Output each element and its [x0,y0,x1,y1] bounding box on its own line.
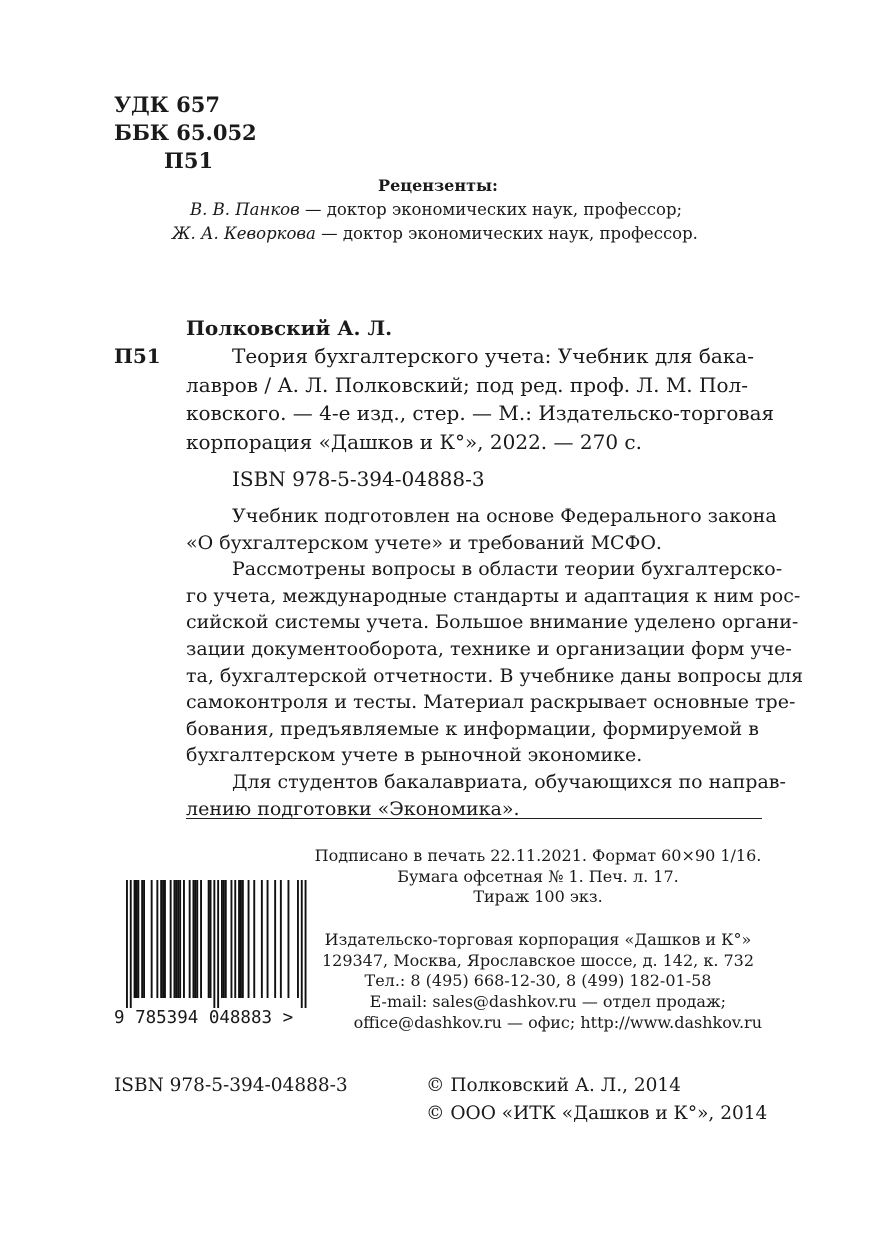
annotation-line: сийской системы учета. Большое внимание уделено органи- [186,611,799,634]
barcode-bar [223,880,225,998]
publisher-line: Издательско-торговая корпорация «Дашков и К°» [324,930,752,949]
barcode-bar [248,880,250,998]
barcode-bar [225,880,227,998]
barcode-digits: 9 785394 048883 > [114,1008,294,1028]
print-info-line: Подписано в печать 22.11.2021. Формат 60×90 1/16. [314,846,762,865]
barcode-bar [242,880,244,998]
copyright-line: © ООО «ИТК «Дашков и К°», 2014 [426,1103,768,1124]
reviewer-1-name: В. В. Панков [190,200,300,219]
barcode-bar [141,880,143,998]
barcode-bar [137,880,139,998]
isbn-main: ISBN 978-5-394-04888-3 [232,467,485,491]
barcode-bar [193,880,195,998]
bib-line: ковского. — 4-е изд., стер. — М.: Издательско-торговая [186,401,775,425]
barcode-bar [136,880,138,998]
bib-author-mark: П51 [114,344,161,368]
barcode-bar [213,880,215,1008]
barcode-bar [200,880,202,998]
barcode-bar [234,880,236,998]
barcode-bar [297,880,299,998]
barcode [114,880,314,1030]
barcode-bar [217,880,219,1008]
publisher-line: office@dashkov.ru — офис; http://www.dashkov.ru [353,1012,762,1032]
separator-rule [186,818,762,819]
barcode-bar [179,880,181,998]
reviewer-1 [190,200,682,219]
barcode-bar [151,880,153,998]
barcode-bar [280,880,282,998]
barcode-bar [253,880,255,998]
annotation-line: та, бухгалтерской отчетности. В учебнике даны вопросы для [186,664,804,687]
barcode-bar [231,880,233,998]
barcode-bar [267,880,269,998]
annotation-line: бухгалтерском учете в рыночной экономике. [186,744,643,767]
annotation-line: зации документооборота, технике и организации форм уче- [186,637,792,660]
reviewers-heading: Рецензенты: [378,176,498,195]
publisher-line: E-mail: sales@dashkov.ru — отдел продаж; [369,992,726,1011]
annotation-line: Для студентов бакалавриата, обучающихся по направ- [232,770,786,793]
annotation [186,503,804,822]
print-info-line: Тираж 100 экз. [473,887,603,906]
barcode-bar [221,880,223,998]
barcode-bar [305,880,307,1008]
bibliographic-description [186,342,775,456]
annotation-line: лению подготовки «Экономика». [186,797,520,820]
barcode-bar [130,880,132,1008]
bib-line: Теория бухгалтерского учета: Учебник для бака- [232,344,754,368]
barcode-bar [170,880,172,998]
bib-line: лавров / А. Л. Полковский; под ред. проф. Л. М. Пол- [186,372,748,397]
barcode-bar [143,880,145,998]
barcode-bar [174,880,176,998]
barcode-bar [208,880,210,998]
bib-line: корпорация «Дашков и К°», 2022. — 270 с. [186,429,642,454]
barcode-bar [194,880,196,998]
publisher-line: 129347, Москва, Ярославское шоссе, д. 142, к. 732 [321,950,755,970]
barcode-bars [126,880,307,1008]
author-mark-code: П51 [164,148,214,173]
barcode-bar [274,880,276,998]
bbk-code: ББК 65.052 [114,120,257,145]
barcode-bar [156,880,158,998]
barcode-bar [183,880,185,998]
barcode-bar [238,880,240,998]
annotation-line: го учета, международные стандарты и адаптация к ним рос- [186,584,801,607]
barcode-bar [301,880,303,1008]
reviewer-2 [172,224,698,243]
barcode-bar [210,880,212,998]
reviewer-2-title: — доктор экономических наук, профессор. [315,224,698,243]
annotation-line: бования, предъявляемые к информации, формируемой в [186,717,759,740]
barcode-bar [288,880,290,998]
annotation-line: Рассмотрены вопросы в области теории бухгалтерско- [232,558,783,581]
print-info-line: Бумага офсетная № 1. Печ. л. 17. [397,866,679,886]
barcode-bar [164,880,166,998]
isbn-footer: ISBN 978-5-394-04888-3 [114,1075,348,1096]
annotation-line: Учебник подготовлен на основе Федерального закона [232,505,777,527]
barcode-bar [162,880,164,998]
barcode-bar [240,880,242,998]
copyright-block [426,1072,767,1128]
barcode-bar [126,880,128,1008]
barcode-bar [196,880,198,998]
barcode-bar [189,880,191,998]
book-author: Полковский А. Л. [186,316,393,340]
publisher-line: Тел.: 8 (495) 668-12-30, 8 (499) 182-01-58 [364,971,712,990]
barcode-bar [261,880,263,998]
udk-code: УДК 657 [114,92,220,117]
copyright-line: © Полковский А. Л., 2014 [426,1075,681,1096]
reviewer-1-title: — доктор экономических наук, профессор; [299,200,683,219]
annotation-line: «О бухгалтерском учете» и требований МСФО. [186,531,662,554]
barcode-bar [160,880,162,998]
publisher-contacts [354,992,762,1033]
barcode-bar [134,880,136,998]
barcode-bar [175,880,177,998]
annotation-line: самоконтроля и тесты. Материал раскрывает основные тре- [186,691,796,714]
barcode-bar [177,880,179,998]
reviewer-2-name: Ж. А. Кеворкова [172,224,316,243]
publisher-info [314,930,762,992]
print-info [314,846,762,908]
